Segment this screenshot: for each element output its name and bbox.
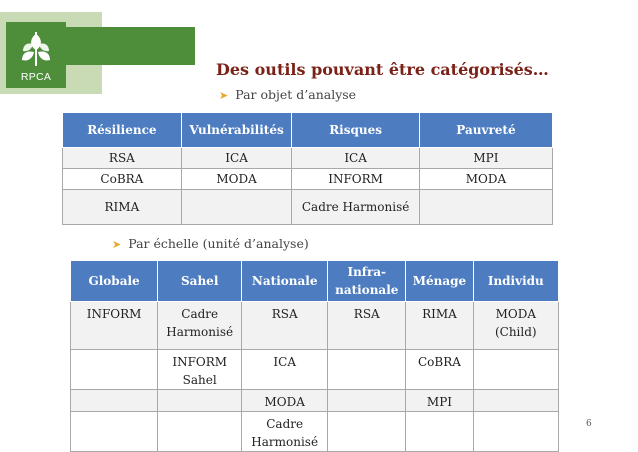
table-row [63,190,553,225]
page-number: 6 [586,419,592,429]
col-header: Risques [292,113,419,148]
table-cell [71,390,158,412]
table-cell [242,412,328,452]
table-cell [158,390,242,412]
rpca-logo [6,22,66,88]
table-row [71,412,559,452]
table-cell: RIMA [63,190,182,225]
arrow-bullet-icon: ➤ [219,89,229,102]
table-cell: INFORM [71,302,158,350]
table-cell [473,390,558,412]
table-row [71,390,559,412]
col-header: Nationale [242,261,328,302]
table-cell: CoBRA [406,350,473,390]
col-header: Résilience [63,113,182,148]
cell-line: (Child) [494,325,537,339]
table-row [63,169,553,190]
table-by-object [62,112,553,225]
wheat-icon [6,22,66,72]
col-header: Ménage [406,261,473,302]
table-cell [181,190,292,225]
table-cell: MPI [419,148,552,169]
col-header-infra-nationale [328,261,406,302]
table-cell [419,190,552,225]
table-cell [71,350,158,390]
table-cell [328,412,406,452]
col-header: Sahel [158,261,242,302]
table-header-row [71,261,559,302]
table-cell: MODA [242,390,328,412]
table-cell [158,412,242,452]
header-line: nationale [335,283,399,297]
table-cell: ICA [181,148,292,169]
table-cell [158,302,242,350]
header-band [66,27,195,65]
table-cell [473,302,558,350]
col-header: Pauvreté [419,113,552,148]
table-cell: ICA [242,350,328,390]
col-header: Vulnérabilités [181,113,292,148]
table-cell: MODA [181,169,292,190]
col-header: Globale [71,261,158,302]
table-cell: Cadre Harmonisé [292,190,419,225]
table-by-scale [70,260,559,452]
header-line: Infra- [347,265,387,279]
table-cell [406,412,473,452]
table-cell: RIMA [406,302,473,350]
col-header: Individu [473,261,558,302]
bullet-analysis-object [219,87,356,102]
cell-line: Harmonisé [166,325,234,339]
bullet-analysis-scale [112,236,309,251]
table-row [63,148,553,169]
cell-line: Cadre [266,417,304,431]
arrow-bullet-icon: ➤ [112,238,122,251]
table-cell: ICA [292,148,419,169]
logo-text: RPCA [20,71,52,83]
slide-title: Des outils pouvant être catégorisés… [216,60,549,79]
table-cell: RSA [63,148,182,169]
table-cell [328,350,406,390]
table-row [71,350,559,390]
table-cell [473,412,558,452]
bullet-text: Par objet d’analyse [235,87,357,102]
cell-line: MODA [495,307,536,321]
bullet-text: Par échelle (unité d’analyse) [128,236,309,251]
table-cell: RSA [242,302,328,350]
cell-line: INFORM [172,355,228,369]
table-cell: MPI [406,390,473,412]
table-cell: CoBRA [63,169,182,190]
cell-line: Harmonisé [251,435,319,449]
cell-line: Cadre [181,307,219,321]
table-cell [71,412,158,452]
table-header-row [63,113,553,148]
table-cell [158,350,242,390]
table-cell [473,350,558,390]
table-cell: RSA [328,302,406,350]
table-cell: INFORM [292,169,419,190]
table-cell [328,390,406,412]
table-row [71,302,559,350]
table-cell: MODA [419,169,552,190]
cell-line: Sahel [182,373,217,387]
